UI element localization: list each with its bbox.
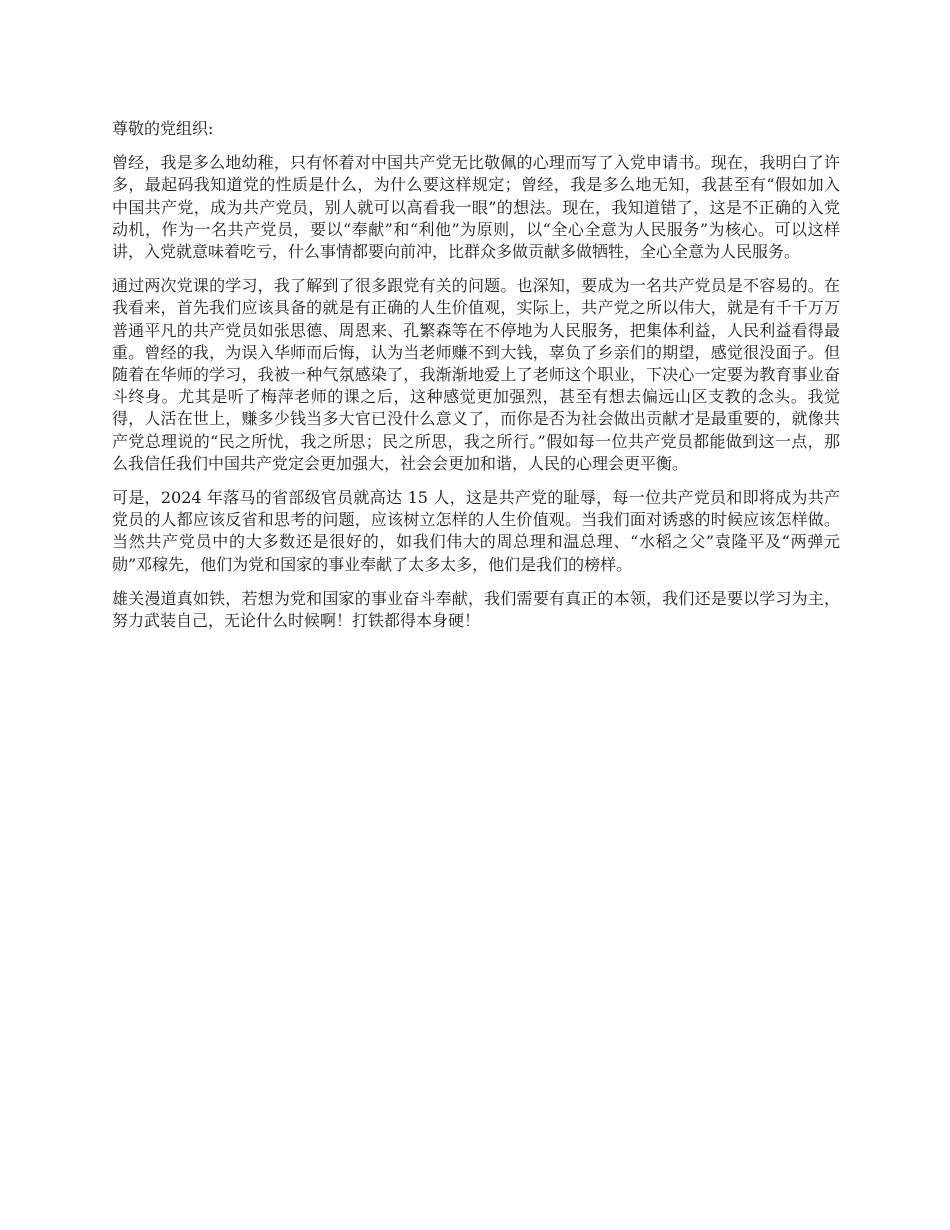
- paragraph-4: 雄关漫道真如铁，若想为党和国家的事业奋斗奉献，我们需要有真正的本领，我们还是要以学习为主，努力武装自己，无论什么时候啊！打铁都得本身硬！: [112, 588, 840, 631]
- paragraph-3: 可是，2024 年落马的省部级官员就高达 15 人，这是共产党的耻辱，每一位共产党员和即将成为共产党员的人都应该反省和思考的问题，应该树立怎样的人生价值观。当我们面对诱惑的时候应该怎样做。当然共产党员中的大多数还是很好的，如我们伟大的周总理和温总理、“水稻之父”袁隆平及“两弹元勋”邓稼先，他们为党和国家的事业奉献了太多太多，他们是我们的榜样。: [112, 488, 840, 574]
- salutation: 尊敬的党组织:: [112, 119, 214, 138]
- paragraph-2: 通过两次党课的学习，我了解到了很多跟党有关的问题。也深知，要成为一名共产党员是不容易的。在我看来，首先我们应该具备的就是有正确的人生价值观，实际上，共产党之所以伟大，就是有千千万万普通平凡的共产党员如张思德、周恩来、孔繁森等在不停地为人民服务，把集体利益，人民利益看得最重。曾经的我，为误入华师而后悔，认为当老师赚不到大钱，辜负了乡亲们的期望，感觉很没面子。但随着在华师的学习，我被一种气氛感染了，我渐渐地爱上了老师这个职业，下决心一定要为教育事业奋斗终身。尤其是听了梅萍老师的课之后，这种感觉更加强烈，甚至有想去偏远山区支教的念头。我觉得，人活在世上，赚多少钱当多大官已没什么意义了，而你是否为社会做出贡献才是最重要的，就像共产党总理说的“民之所忧，我之所思；民之所思，我之所行。”假如每一位共产党员都能做到这一点，那么我信任我们中国共产党定会更加强大，社会会更加和谐，人民的心理会更平衡。: [112, 276, 840, 473]
- document-page: [112, 118, 840, 644]
- paragraph-1: 曾经，我是多么地幼稚，只有怀着对中国共产党无比敬佩的心理而写了入党申请书。现在，我明白了许多，最起码我知道党的性质是什么，为什么要这样规定；曾经，我是多么地无知，我甚至有“假如加入中国共产党，成为共产党员，别人就可以高看我一眼”的想法。现在，我知道错了，这是不正确的入党动机，作为一名共产党员，要以“奉献”和“利他”为原则，以“全心全意为人民服务”为核心。可以这样讲，入党就意味着吃亏，什么事情都要向前冲，比群众多做贡献多做牺牲，全心全意为人民服务。: [112, 153, 840, 262]
